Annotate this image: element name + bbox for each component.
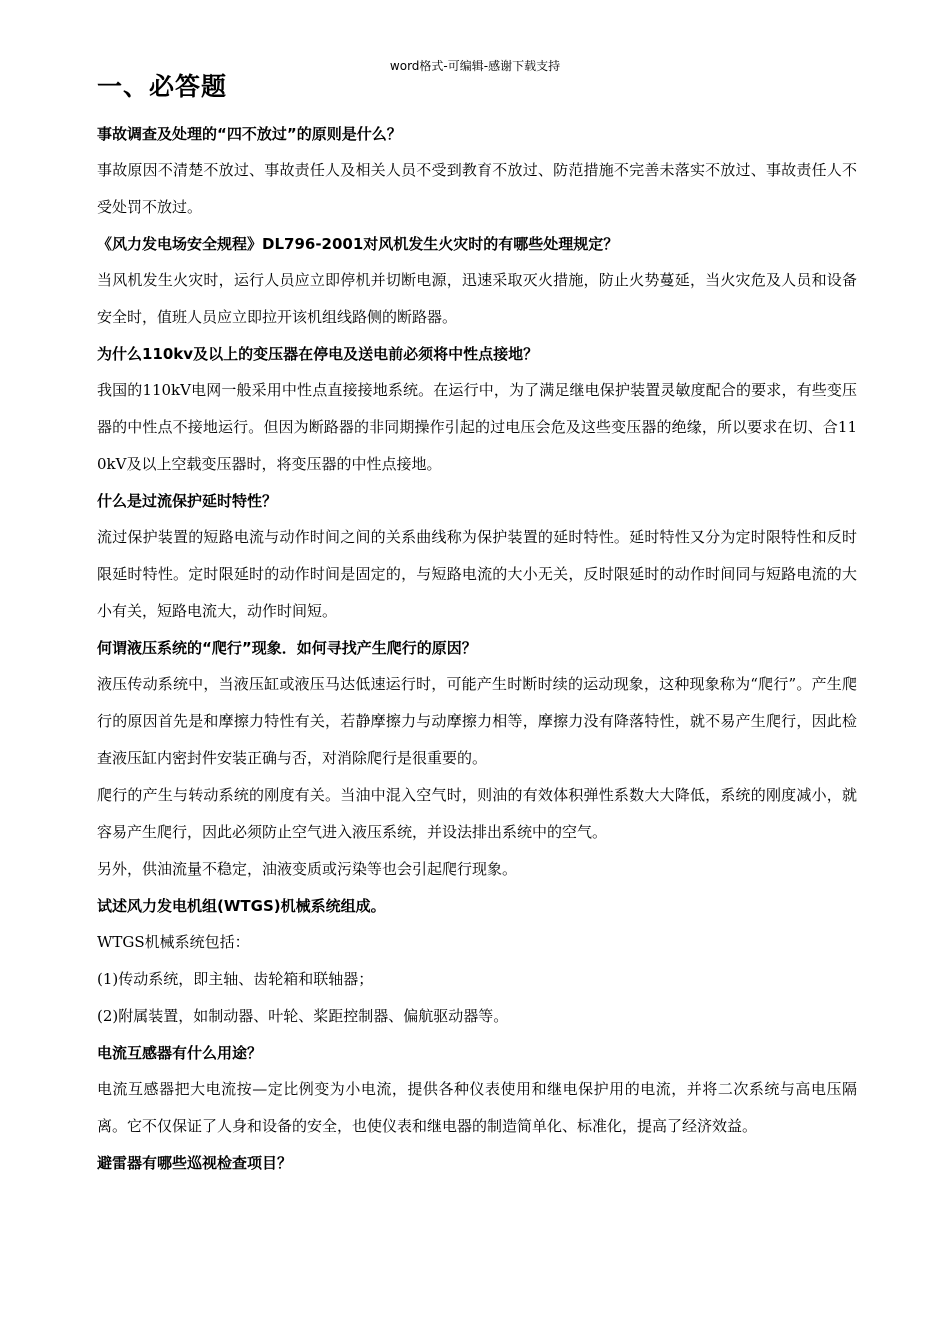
answer-paragraph: 事故原因不清楚不放过、事故责任人及相关人员不受到教育不放过、防范措施不完善未落实不放过、事故责任人不受处罚不放过。 [97, 161, 857, 216]
answer-list-item: (2)附属装置，如制动器、叶轮、桨距控制器、偏航驱动器等。 [97, 1007, 509, 1025]
question-heading: 事故调查及处理的“四不放过”的原则是什么？ [97, 125, 402, 143]
answer-paragraph: WTGS机械系统包括： [97, 933, 250, 951]
answer-paragraph: 另外，供油流量不稳定，油液变质或污染等也会引起爬行现象。 [97, 860, 518, 878]
answer-paragraph: 流过保护装置的短路电流与动作时间之间的关系曲线称为保护装置的延时特性。延时特性又分为定时限特性和反时限延时特性。定时限延时的动作时间是固定的，与短路电流的大小无关，反时限延时的动作时间同与短路电流的大小有关，短路电流大，动作时间短。 [97, 528, 857, 620]
answer-list-item: (1)传动系统，即主轴、齿轮箱和联轴器； [97, 970, 374, 988]
question-heading: 什么是过流保护延时特性？ [97, 492, 278, 510]
question-heading: 《风力发电场安全规程》DL796-2001对风机发生火灾时的有哪些处理规定？ [97, 235, 619, 253]
answer-paragraph: 当风机发生火灾时，运行人员应立即停机并切断电源，迅速采取灭火措施，防止火势蔓延，当火灾危及人员和设备安全时，值班人员应立即拉开该机组线路侧的断路器。 [97, 271, 857, 326]
question-heading: 电流互感器有什么用途？ [97, 1044, 263, 1062]
answer-paragraph: 我国的110kV电网一般采用中性点直接接地系统。在运行中，为了满足继电保护装置灵敏度配合的要求，有些变压器的中性点不接地运行。但因为断路器的非同期操作引起的过电压会危及这些变压器的绝缘，所以要求在切、合110kV及以上空载变压器时，将变压器的中性点接地。 [97, 381, 857, 473]
question-heading: 为什么110kv及以上的变压器在停电及送电前必须将中性点接地？ [97, 345, 539, 363]
question-heading: 何谓液压系统的“爬行”现象．如何寻找产生爬行的原因？ [97, 639, 477, 657]
section-title: 一、必答题 [97, 72, 228, 101]
answer-paragraph: 爬行的产生与转动系统的刚度有关。当油中混入空气时，则油的有效体积弹性系数大大降低，系统的刚度减小，就容易产生爬行，因此必须防止空气进入液压系统，并设法排出系统中的空气。 [97, 786, 857, 841]
answer-paragraph: 液压传动系统中，当液压缸或液压马达低速运行时，可能产生时断时续的运动现象，这种现象称为“爬行”。产生爬行的原因首先是和摩擦力特性有关，若静摩擦力与动摩擦力相等，摩擦力没有降落特性，就不易产生爬行，因此检查液压缸内密封件安装正确与否，对消除爬行是很重要的。 [97, 675, 857, 767]
document-body [97, 70, 857, 1181]
question-heading: 避雷器有哪些巡视检查项目？ [97, 1154, 293, 1172]
header-note: word格式-可编辑-感谢下载支持 [389, 59, 561, 73]
question-heading: 试述风力发电机组(WTGS)机械系统组成。 [97, 897, 386, 915]
answer-paragraph: 电流互感器把大电流按—定比例变为小电流，提供各种仪表使用和继电保护用的电流，并将二次系统与高电压隔离。它不仅保证了人身和设备的安全，也使仪表和继电器的制造简单化、标准化，提高了经济效益。 [97, 1080, 857, 1135]
